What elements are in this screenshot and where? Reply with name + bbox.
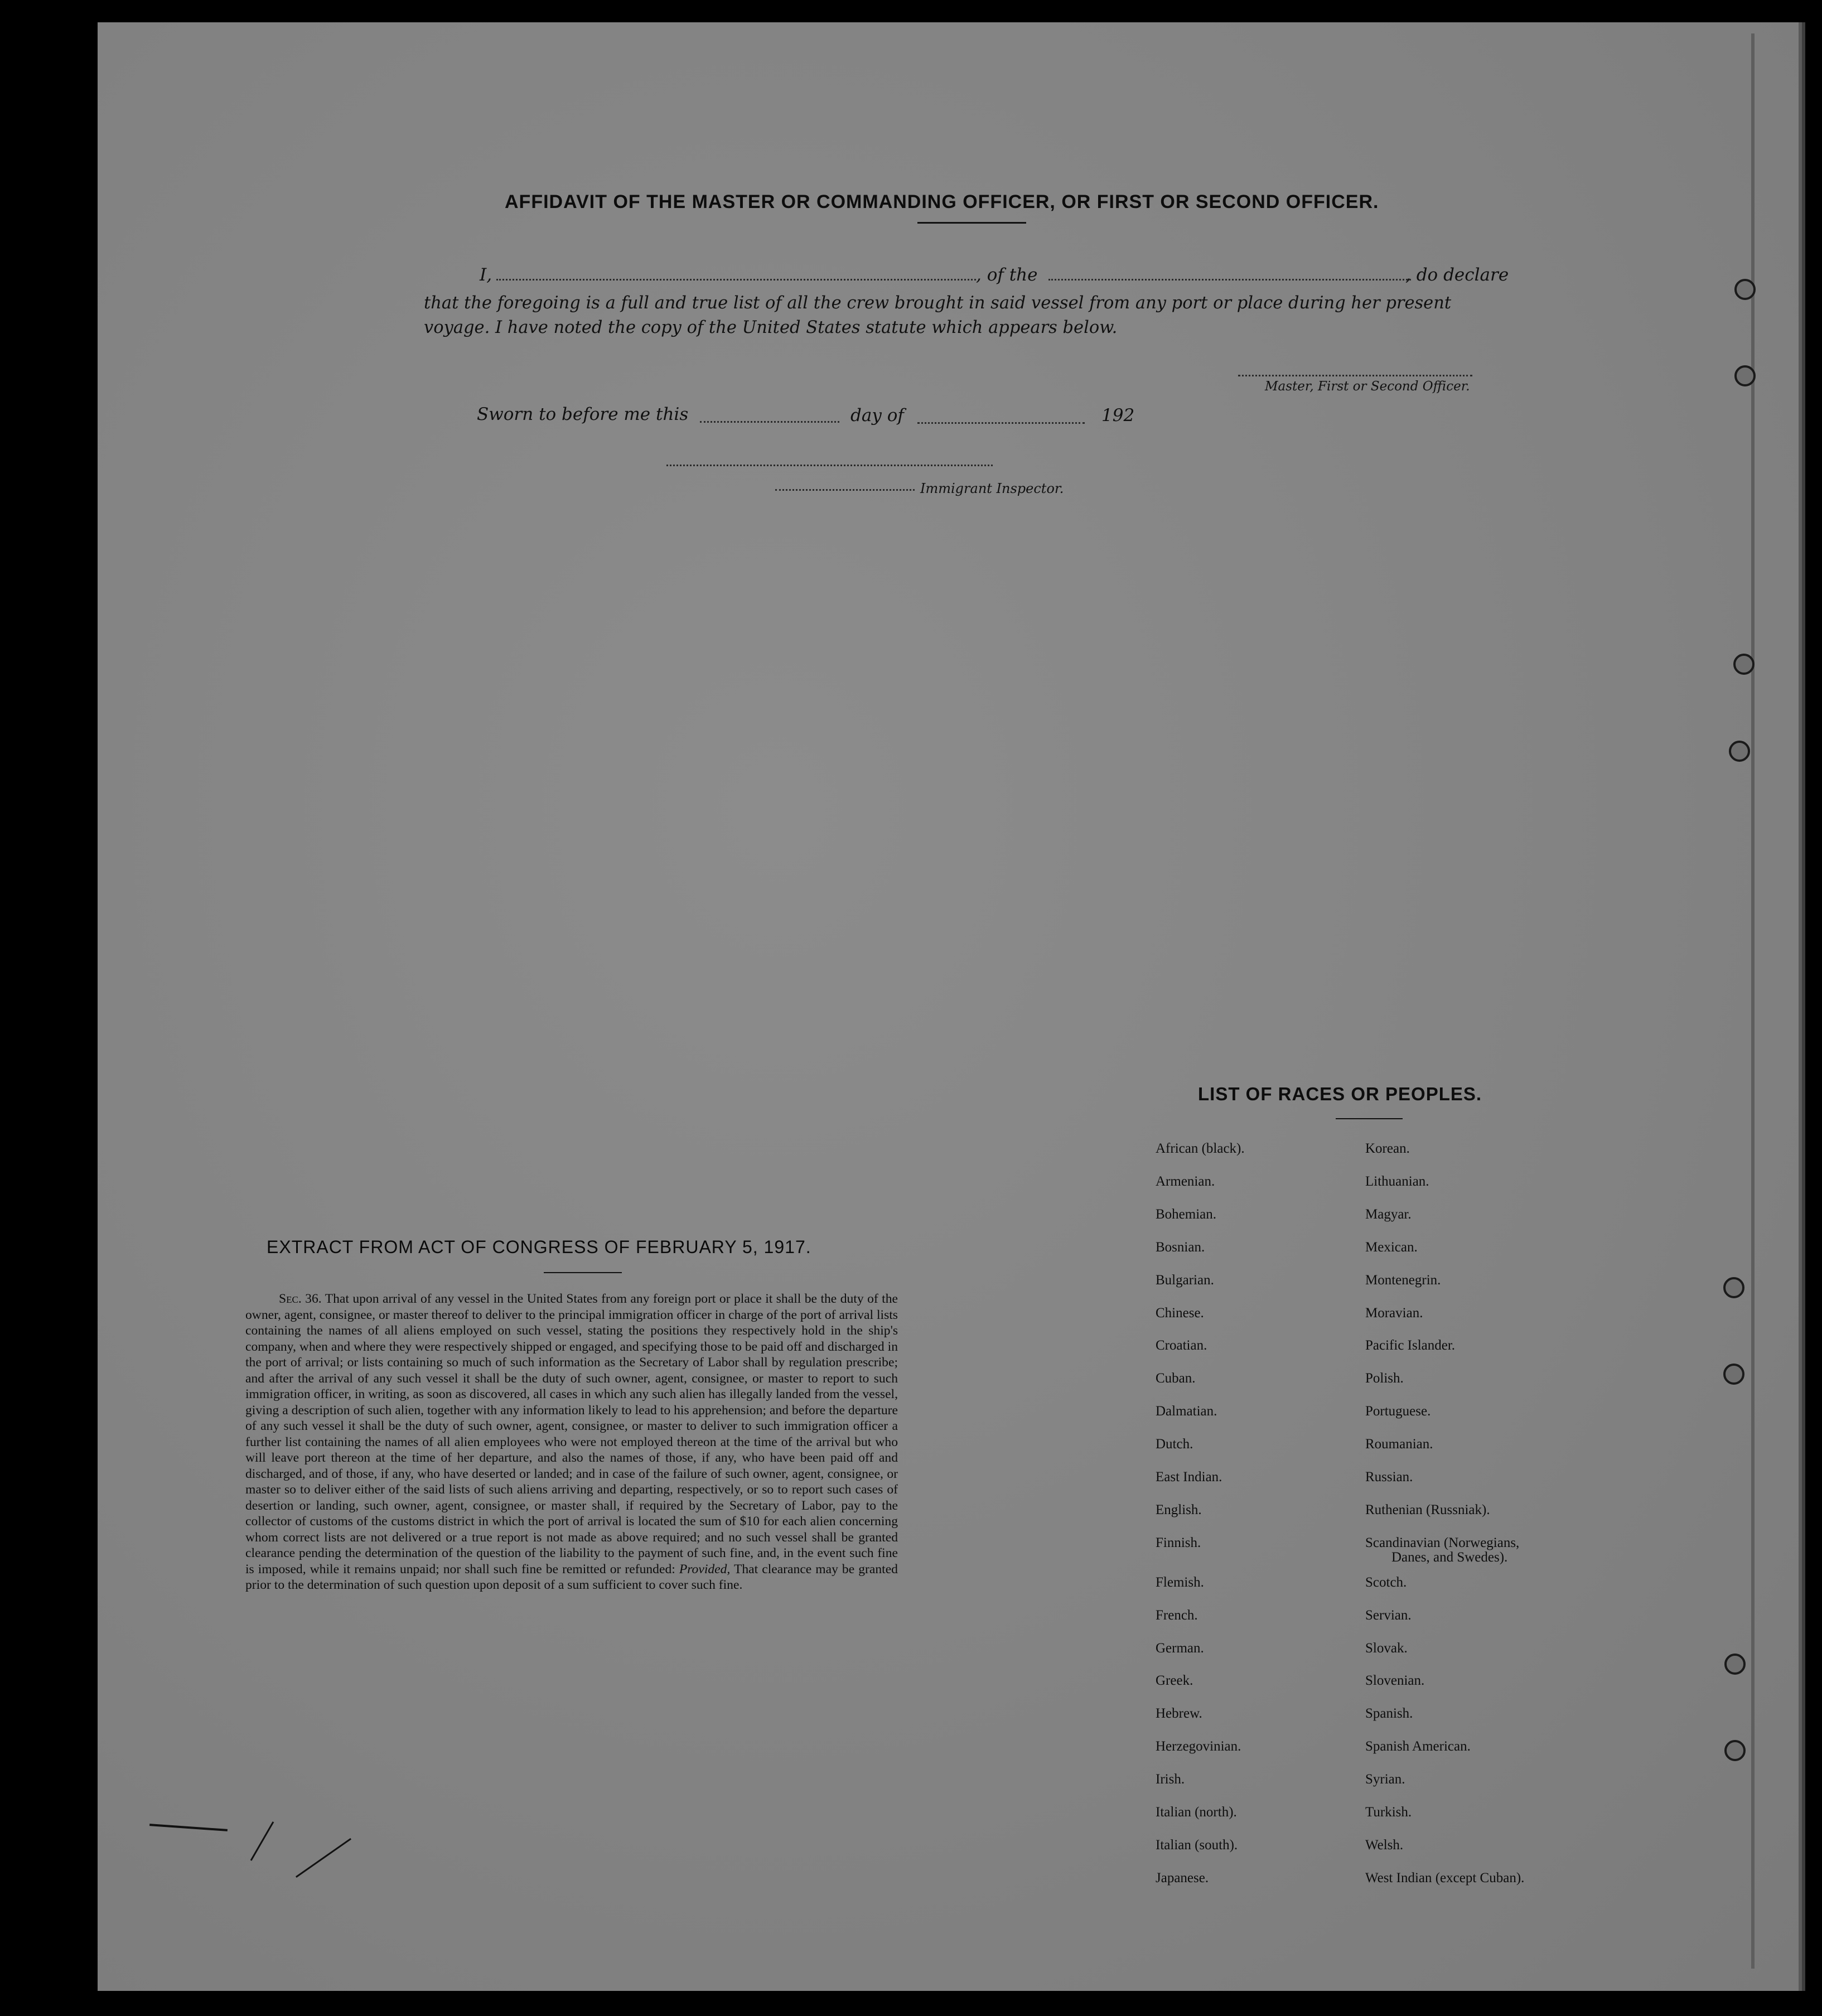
race-item: Portuguese. bbox=[1365, 1404, 1431, 1419]
race-item: Cuban. bbox=[1156, 1371, 1196, 1386]
race-item: Servian. bbox=[1365, 1607, 1412, 1623]
race-item: Spanish American. bbox=[1365, 1739, 1471, 1754]
race-item: Herzegovinian. bbox=[1156, 1739, 1241, 1754]
vessel-name-field[interactable] bbox=[1048, 279, 1411, 281]
race-item: Bohemian. bbox=[1156, 1206, 1217, 1222]
page-edge bbox=[1751, 33, 1755, 1969]
inspector-label: Immigrant Inspector. bbox=[920, 481, 1064, 496]
master-signature-label: Master, First or Second Officer. bbox=[1265, 379, 1470, 394]
races-title: LIST OF RACES OR PEOPLES. bbox=[1198, 1084, 1482, 1104]
race-item: West Indian (except Cuban). bbox=[1365, 1870, 1525, 1886]
race-item: Pacific Islander. bbox=[1365, 1338, 1456, 1353]
race-item: Armenian. bbox=[1156, 1173, 1215, 1189]
race-item: East Indian. bbox=[1156, 1469, 1222, 1485]
race-item: Dutch. bbox=[1156, 1437, 1193, 1452]
race-item: Italian (north). bbox=[1156, 1805, 1237, 1820]
binder-hole bbox=[1723, 1364, 1744, 1385]
race-item: Montenegrin. bbox=[1365, 1272, 1441, 1288]
extract-title-rule bbox=[544, 1272, 622, 1273]
race-item: Slovenian. bbox=[1365, 1673, 1425, 1689]
section-label: Sec. 36. bbox=[279, 1292, 322, 1306]
year-prefix: 192 bbox=[1101, 405, 1135, 426]
race-item: Lithuanian. bbox=[1365, 1173, 1429, 1189]
binder-hole bbox=[1724, 1740, 1746, 1761]
affidavit-line-3: voyage. I have noted the copy of the United States statute which appears below. bbox=[424, 318, 1118, 337]
binder-hole bbox=[1733, 654, 1755, 675]
race-item: Bulgarian. bbox=[1156, 1272, 1214, 1288]
race-item: Polish. bbox=[1365, 1371, 1404, 1386]
master-signature-field[interactable] bbox=[1238, 375, 1472, 376]
sworn-day-field[interactable] bbox=[700, 421, 839, 423]
affidavit-title: AFFIDAVIT OF THE MASTER OR COMMANDING OFFICER, OR FIRST OR SECOND OFFICER. bbox=[505, 191, 1379, 212]
race-item: Irish. bbox=[1156, 1772, 1185, 1787]
affidavit-do-declare-label: , do declare bbox=[1405, 265, 1509, 285]
races-title-rule bbox=[1336, 1118, 1403, 1119]
binder-hole bbox=[1724, 1654, 1746, 1675]
sworn-label: Sworn to before me this bbox=[477, 404, 689, 424]
inspector-signature-field-2[interactable] bbox=[775, 489, 915, 491]
section-text-end: That clearance may be granted prior to the determination of such question upon deposit of a sum sufficient to cover such fine. bbox=[245, 1561, 898, 1592]
race-item: English. bbox=[1156, 1502, 1202, 1517]
race-item: Magyar. bbox=[1365, 1206, 1412, 1222]
extract-body bbox=[245, 1291, 898, 1593]
race-item: Hebrew. bbox=[1156, 1706, 1202, 1722]
binder-hole bbox=[1723, 1277, 1744, 1298]
race-item: Italian (south). bbox=[1156, 1837, 1238, 1853]
race-item: Slovak. bbox=[1365, 1640, 1408, 1656]
race-item: Flemish. bbox=[1156, 1574, 1204, 1590]
race-item: Croatian. bbox=[1156, 1338, 1207, 1353]
race-item: Scandinavian (Norwegians, bbox=[1365, 1535, 1520, 1550]
affidavit-i-label: I, bbox=[480, 265, 492, 285]
race-item: Moravian. bbox=[1365, 1305, 1423, 1321]
affidavit-line-2: that the foregoing is a full and true list of all the crew brought in said vessel from any port or place during her present bbox=[424, 293, 1452, 313]
race-item: African (black). bbox=[1156, 1141, 1245, 1156]
binder-hole bbox=[1729, 741, 1750, 762]
race-item: Scotch. bbox=[1365, 1574, 1407, 1590]
race-item: French. bbox=[1156, 1607, 1198, 1623]
race-item: German. bbox=[1156, 1640, 1204, 1656]
race-item: Russian. bbox=[1365, 1469, 1413, 1485]
race-item: Bosnian. bbox=[1156, 1239, 1205, 1255]
declarant-name-field[interactable] bbox=[496, 279, 976, 281]
race-item: Finnish. bbox=[1156, 1535, 1201, 1550]
race-item: Welsh. bbox=[1365, 1837, 1404, 1853]
race-item: Mexican. bbox=[1365, 1239, 1418, 1255]
affidavit-of-the-label: , of the bbox=[976, 265, 1038, 285]
day-of-label: day of bbox=[850, 405, 904, 426]
race-item-continuation: Danes, and Swedes). bbox=[1391, 1549, 1508, 1565]
race-item: Roumanian. bbox=[1365, 1437, 1433, 1452]
race-item: Ruthenian (Russniak). bbox=[1365, 1502, 1490, 1517]
provided-word: Provided, bbox=[679, 1561, 731, 1577]
race-item: Dalmatian. bbox=[1156, 1404, 1217, 1419]
race-item: Syrian. bbox=[1365, 1772, 1405, 1787]
binder-hole bbox=[1734, 365, 1756, 386]
sworn-month-field[interactable] bbox=[917, 422, 1085, 424]
race-item: Greek. bbox=[1156, 1673, 1193, 1689]
affidavit-title-rule bbox=[917, 222, 1026, 224]
race-item: Japanese. bbox=[1156, 1870, 1209, 1886]
inspector-signature-field-1[interactable] bbox=[666, 465, 993, 466]
extract-title: EXTRACT FROM ACT OF CONGRESS OF FEBRUARY 5, 1917. bbox=[267, 1237, 811, 1257]
race-item: Chinese. bbox=[1156, 1305, 1204, 1321]
section-text: That upon arrival of any vessel in the United States from any foreign port or place it shall be the duty of the owner, agent, consignee, or master thereof to deliver to the principal immigration officer in charge of the port of arrival lists containing the names of all aliens employed on such vessel, stating the positions they respectively hold in the ship's company, when and where they were respectively shipped or engaged, and specifying those to be paid off and discharged in the port of arrival; or lists containing so much of such information as the Secretary of Labor shall by regulation prescribe; and after the arrival of any such vessel it shall be the duty of such owner, agent, consignee, or master to report to such immigration officer, in writing, as soon as discovered, all cases in which any such alien has illegally landed from the vessel, giving a description of such alien, together with any information likely to lead to his apprehension; and before the departure of any such vessel it shall be the duty of such owner, agent, consignee, or master to deliver to such immigration officer a further list containing the names of all alien employees who were not employed thereon at the time of the arrival but who will leave port thereon at the time of her departure, and also the names of those, if any, who have been paid off and discharged, and of those, if any, who have deserted or landed; and in case of the failure of such owner, agent, consignee, or master so to deliver either of the said lists of such aliens arriving and departing, respectively, or so to report such cases of desertion or landing, such owner, agent, consignee, or master shall, if required by the Secretary of Labor, pay to the collector of customs of the customs district in which the port of arrival is located the sum of $10 for each alien concerning whom correct lists are not delivered or a true report is not made as above required; and no such vessel shall be granted clearance pending the determination of the question of the liability to the payment of such fine, and, in the event such fine is imposed, while it remains unpaid; nor shall such fine be remitted or refunded: bbox=[245, 1292, 898, 1577]
race-item: Korean. bbox=[1365, 1141, 1410, 1156]
binder-hole bbox=[1734, 279, 1756, 300]
race-item: Turkish. bbox=[1365, 1805, 1412, 1820]
race-item: Spanish. bbox=[1365, 1706, 1413, 1722]
